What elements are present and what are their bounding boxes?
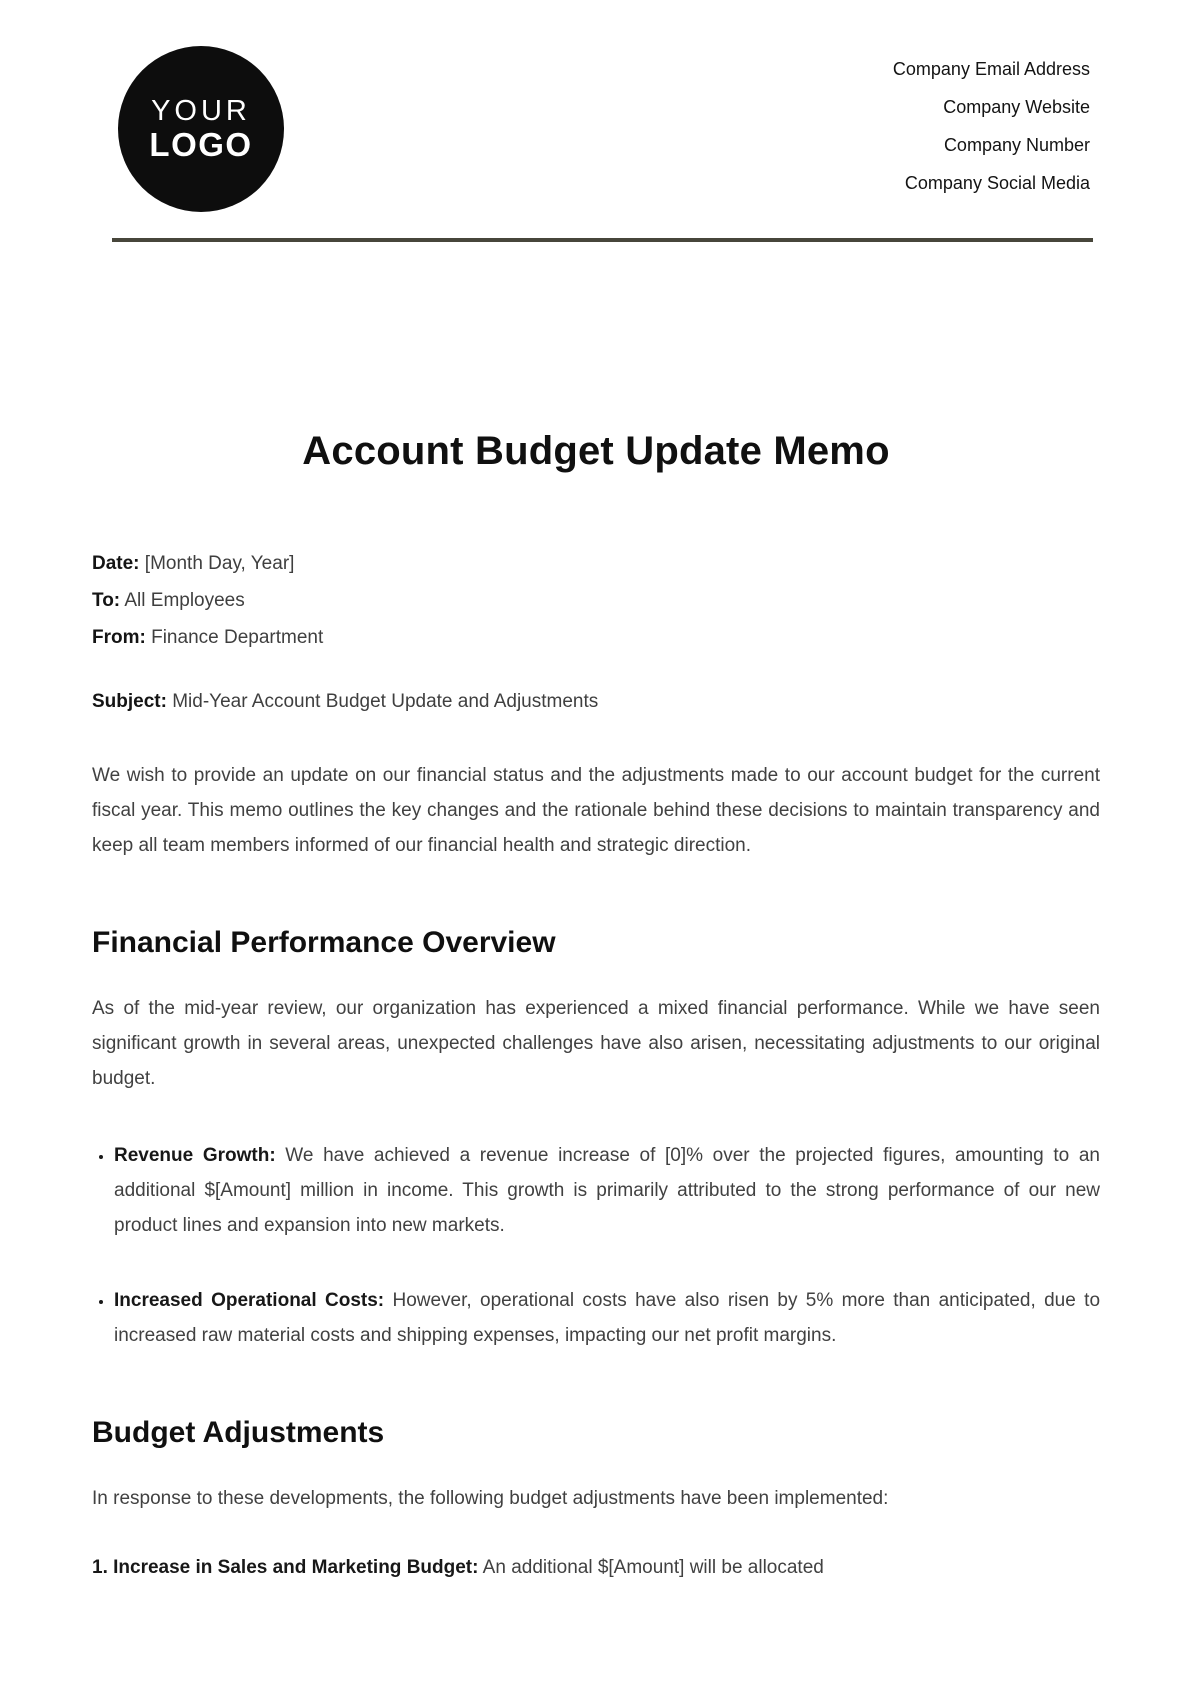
company-contact-block xyxy=(893,50,1090,202)
bullet-revenue-growth-lead: Revenue Growth: xyxy=(114,1145,276,1166)
budget-adjustments-paragraph: In response to these developments, the following budget adjustments have been implemented: xyxy=(92,1488,889,1509)
financial-performance-paragraph: As of the mid-year review, our organization has experienced a mixed financial performance. While we have seen significant growth in several areas, unexpected challenges have also arisen, necessitating adjustments to our original budget. xyxy=(92,998,1100,1089)
company-email: Company Email Address xyxy=(892,59,1090,79)
bullet-operational-costs-lead: Increased Operational Costs: xyxy=(114,1290,385,1311)
section-heading-financial-performance: Financial Performance Overview xyxy=(92,926,556,959)
company-logo xyxy=(118,46,284,212)
bullet-revenue-growth xyxy=(114,1138,1100,1243)
bullet-operational-costs xyxy=(114,1283,1100,1353)
meta-to xyxy=(92,582,1100,619)
subject-value: Mid-Year Account Budget Update and Adjustments xyxy=(166,691,599,712)
logo-text-logo: LOGO xyxy=(149,126,253,163)
meta-date-value: [Month Day, Year] xyxy=(139,553,295,574)
bullet-revenue-growth-text: We have achieved a revenue increase of [0]% over the projected figures, amounting to an additional $[Amount] million in income. This growth is primarily attributed to the strong performance of our new product lines and expansion into new markets. xyxy=(114,1145,1100,1236)
company-website: Company Website xyxy=(943,97,1090,117)
company-number: Company Number xyxy=(943,135,1090,155)
numbered-item-lead: 1. Increase in Sales and Marketing Budget: xyxy=(92,1557,479,1578)
meta-date xyxy=(92,545,1100,582)
numbered-item-text: An additional $[Amount] will be allocated xyxy=(478,1557,824,1578)
memo-subject xyxy=(92,683,1100,720)
memo-content xyxy=(0,427,1200,1585)
performance-bullet-list xyxy=(92,1138,1100,1353)
meta-to-label: To: xyxy=(92,590,121,611)
meta-from-value: Finance Department xyxy=(145,627,324,648)
logo-text-your: YOUR xyxy=(151,95,251,127)
company-social-media: Company Social Media xyxy=(904,173,1090,193)
subject-label: Subject: xyxy=(92,691,167,712)
numbered-item-sales-marketing xyxy=(92,1550,1100,1585)
bullet-operational-costs-text: However, operational costs have also risen by 5% more than anticipated, due to increased raw material costs and shipping expenses, impacting our net profit margins. xyxy=(114,1290,1101,1346)
meta-to-value: All Employees xyxy=(120,590,245,611)
header-divider xyxy=(112,238,1093,242)
memo-meta-block xyxy=(92,545,1100,656)
meta-from-label: From: xyxy=(92,627,146,648)
meta-date-label: Date: xyxy=(92,553,140,574)
section-heading-budget-adjustments: Budget Adjustments xyxy=(92,1416,385,1449)
intro-paragraph: We wish to provide an update on our financial status and the adjustments made to our account budget for the current fiscal year. This memo outlines the key changes and the rationale behind these decisions to maintain transparency and keep all team members informed of our financial health and strategic direction. xyxy=(92,765,1100,856)
meta-from xyxy=(92,619,1100,656)
page-header xyxy=(0,0,1200,212)
page-title: Account Budget Update Memo xyxy=(302,429,890,473)
